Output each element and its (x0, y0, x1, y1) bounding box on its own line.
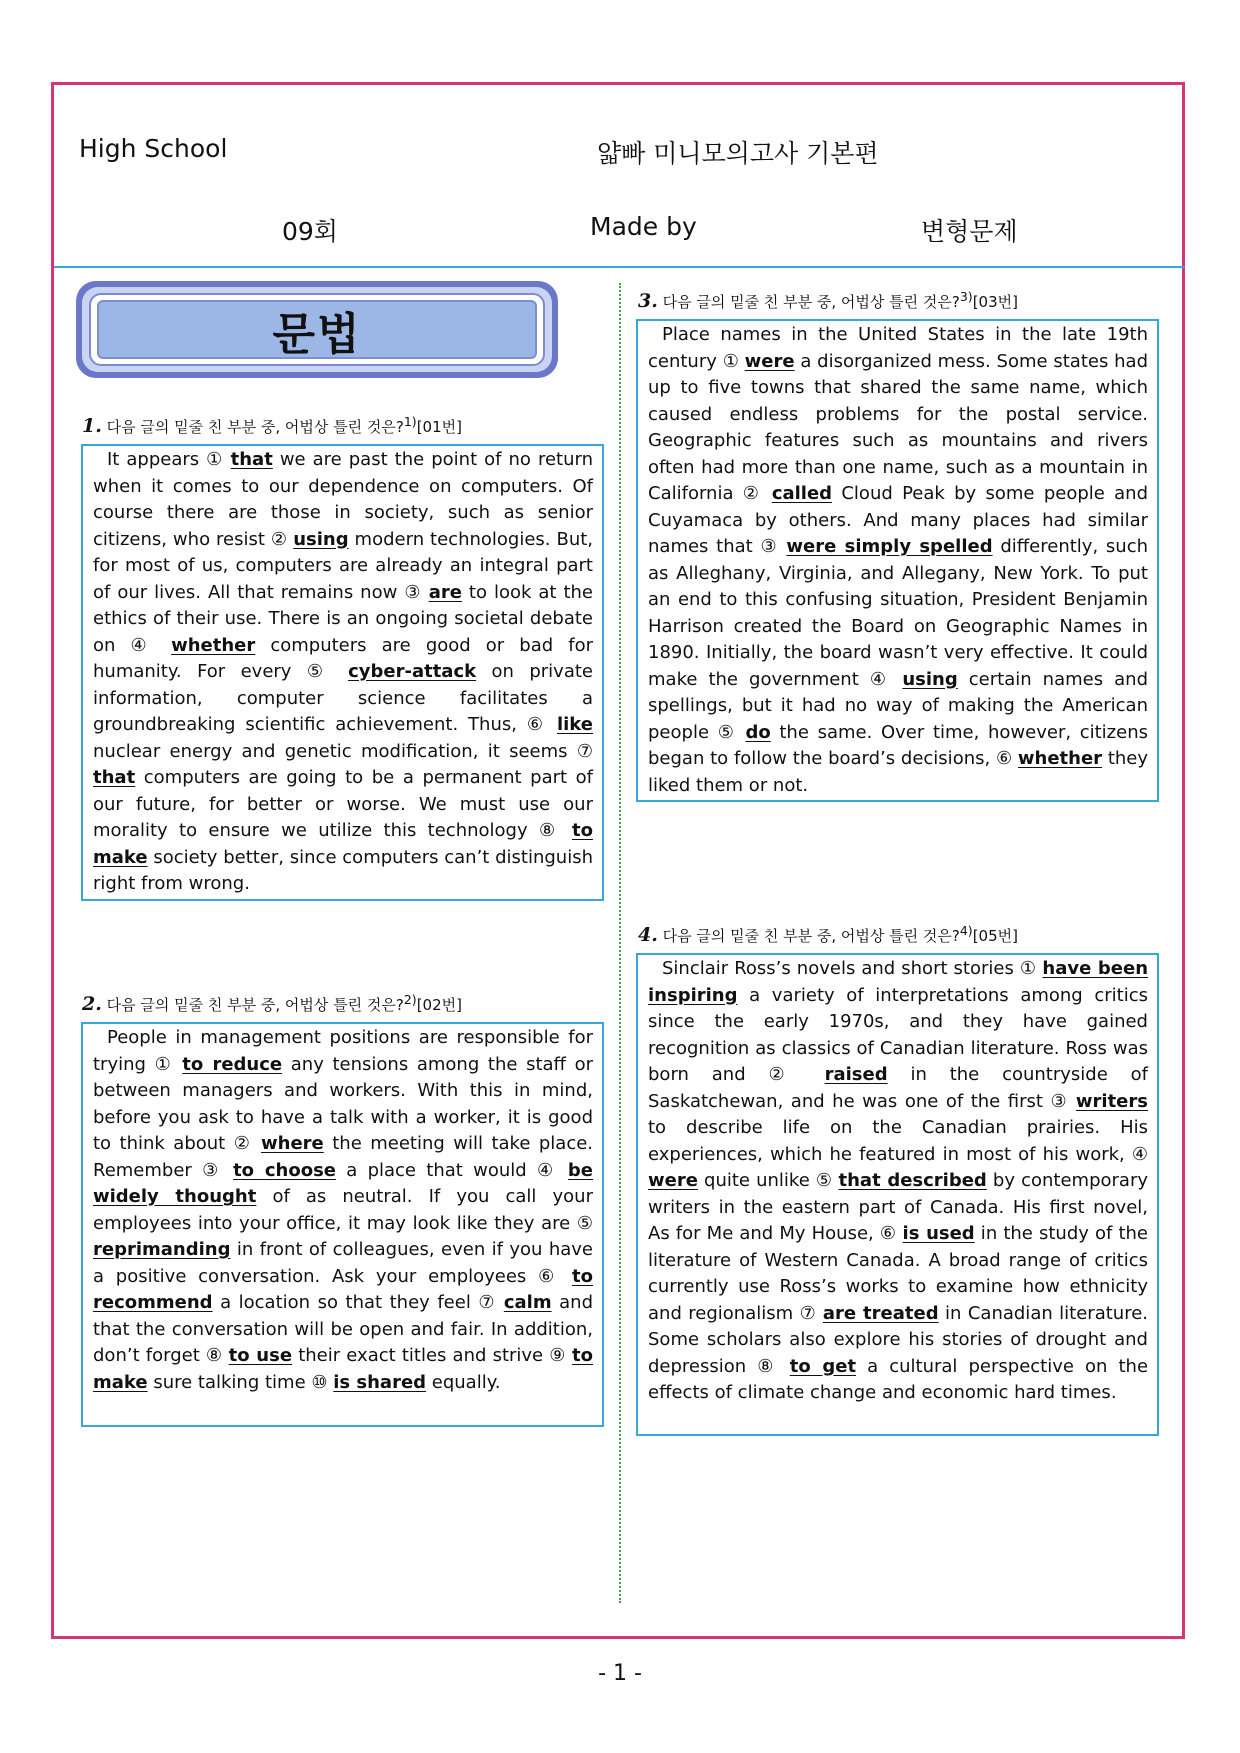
section-badge (76, 281, 558, 378)
passage-text: ② (742, 483, 772, 504)
underlined-choice: are treated (822, 1302, 939, 1324)
question-number: 3. (638, 290, 658, 312)
type-label: 변형문제 (921, 217, 1018, 246)
source-label: [02번] (416, 996, 462, 1014)
page-number: - 1 - (598, 1661, 642, 1686)
underlined-choice: using (293, 528, 349, 550)
passage-text: in front of colleagues, even if you have a positive conversation. Ask your employees (93, 1239, 593, 1287)
footnote-ref: 2) (403, 992, 417, 1007)
passage-text: ⑥ (879, 1223, 903, 1244)
passage-text: to look at the ethics of their use. There is an ongoing societal debate on (93, 581, 594, 656)
passage-text: the meeting will take place. Remember (93, 1133, 594, 1181)
passage-text: by contemporary writers in the eastern part of Canada. His first novel, As for Me and My House, (648, 1170, 1149, 1244)
underlined-choice: is shared (333, 1371, 427, 1393)
underlined-choice: to reduce (182, 1053, 283, 1075)
passage-text: to describe life on the Canadian prairies. His experiences, which he featured in most of his work, (648, 1117, 1148, 1165)
question-1-passage (81, 444, 604, 901)
header-divider (54, 266, 1185, 268)
underlined-choice: calm (503, 1292, 552, 1313)
underlined-choice: that (93, 767, 136, 788)
question-prompt: 다음 글의 밑줄 친 부분 중, 어법상 틀린 것은? (662, 293, 960, 311)
passage-text: ⑧ (205, 1345, 229, 1366)
passage-text: ⑦ (576, 740, 593, 762)
passage-text: any tensions among the staff or between managers and workers. With this in mind, before you ask to have a talk with a worker, it is good to think about (93, 1053, 594, 1154)
passage-text: ⑤ (576, 1212, 593, 1234)
passage-text: ⑥ (538, 1265, 573, 1287)
underlined-choice: that (230, 449, 273, 470)
passage-text: ① (154, 1053, 183, 1075)
question-3-title (638, 289, 1018, 312)
underlined-choice: reprimanding (93, 1239, 231, 1260)
passage-text: a location so that they feel (212, 1292, 479, 1313)
round-label: 09회 (282, 217, 338, 246)
question-4-passage (636, 953, 1159, 1436)
passage-text: they liked them or not. (648, 748, 1149, 796)
series-title: 얇빠 미니모의고사 기본편 (597, 139, 879, 168)
section-title: 문법 (272, 308, 362, 360)
passage-text: ⑤ (717, 721, 746, 743)
underlined-choice: writers (1075, 1090, 1148, 1112)
passage-text: computers are good or bad for humanity. For every (93, 634, 593, 682)
passage-text: modern technologies. But, for most of us, computers are already an integral part of our lives. All that remains now (93, 528, 594, 603)
passage-text: ① (722, 350, 745, 372)
passage-text: ⑦ (478, 1292, 504, 1313)
passage-text: ⑦ (799, 1302, 823, 1324)
source-label: [05번] (972, 927, 1018, 945)
underlined-choice: where (261, 1133, 324, 1154)
passage-text: nuclear energy and genetic modification, it seems (93, 740, 577, 762)
passage-text: and that the conversation will be open and fair. In addition, don’t forget (93, 1292, 593, 1366)
passage-text: ③ (760, 536, 787, 557)
underlined-choice: to choose (233, 1159, 336, 1181)
passage-text: ① (1019, 958, 1043, 979)
passage-text: ④ (130, 634, 172, 656)
underlined-choice: using (902, 668, 958, 690)
passage-text: ① (206, 449, 231, 470)
passage-text: Sinclair Ross’s novels and short stories (662, 958, 1020, 979)
passage-text: ⑨ (549, 1345, 573, 1366)
passage-text: ⑤ (306, 661, 349, 682)
underlined-choice: were (648, 1170, 698, 1191)
question-prompt: 다음 글의 밑줄 친 부분 중, 어법상 틀린 것은? (662, 927, 960, 945)
question-2-passage (81, 1022, 604, 1427)
underlined-choice: called (771, 483, 833, 504)
passage-text: ② (768, 1064, 825, 1085)
source-label: [01번] (416, 418, 462, 436)
underlined-choice: were (744, 350, 795, 372)
footnote-ref: 4) (959, 923, 973, 938)
passage-text: a place that would (336, 1159, 537, 1181)
underlined-choice: to use (228, 1345, 293, 1366)
passage-text: society better, since computers can’t distinguish right from wrong. (93, 846, 593, 894)
passage-text: ③ (1050, 1090, 1076, 1112)
passage-text: sure talking time (147, 1371, 312, 1393)
underlined-choice: were simply spelled (786, 536, 993, 557)
passage-text: ④ (1131, 1143, 1148, 1165)
underlined-choice: like (556, 714, 594, 735)
source-label: [03번] (972, 293, 1018, 311)
passage-text: ③ (202, 1159, 234, 1181)
passage-text: ② (270, 528, 294, 550)
question-prompt: 다음 글의 밑줄 친 부분 중, 어법상 틀린 것은? (106, 996, 404, 1014)
passage-text: Cloud Peak by some people and Cuyamaca by others. And many places had similar names that (648, 483, 1148, 557)
passage-text: People in management positions are responsible for trying (93, 1027, 593, 1075)
question-number: 4. (638, 924, 658, 946)
passage-text: the same. Over time, however, citizens began to follow the board’s decisions, (648, 721, 1148, 769)
underlined-choice: raised (824, 1064, 888, 1085)
made-by-label: Made by (590, 212, 697, 241)
question-1-title (82, 414, 462, 437)
footnote-ref: 1) (403, 414, 417, 429)
passage-text: ⑩ (311, 1371, 334, 1393)
underlined-choice: to recommend (93, 1265, 593, 1313)
passage-text: ③ (404, 581, 429, 603)
underlined-choice: do (745, 721, 771, 743)
passage-text: certain names and spellings, but it had no way of making the American people (648, 668, 1148, 743)
passage-text: ④ (536, 1159, 568, 1181)
passage-text: ⑤ (815, 1170, 839, 1191)
passage-text: of as neutral. If you call your employees into your office, it may look like they are (93, 1186, 593, 1234)
passage-text: ⑥ (995, 748, 1018, 769)
underlined-choice: have been inspiring (648, 958, 1149, 1006)
passage-text: their exact titles and strive (292, 1345, 550, 1366)
question-4-title (638, 923, 1018, 946)
passage-text: differently, such as Alleghany, Virginia, and Allegany, New York. To put an end to this confusing situation, President Benjamin Harrison created the Board on Geographic Names in 1890. Initially, the board wasn’t very effective. It could make the government (648, 536, 1149, 690)
underlined-choice: whether (171, 634, 256, 656)
passage-text: ② (233, 1133, 262, 1154)
underlined-choice: to make (93, 1345, 593, 1393)
passage-text: It appears (107, 449, 207, 470)
passage-text: on private information, computer science facilitates a groundbreaking scientific achievement. Thus, (93, 661, 593, 735)
passage-text: ⑧ (538, 820, 573, 841)
passage-text: in Canadian literature. Some scholars also explore his stories of drought and depression (648, 1302, 1149, 1377)
passage-text: Place names in the United States in the late 19th century (648, 324, 1148, 372)
question-number: 2. (82, 993, 102, 1015)
passage-text: we are past the point of no return when it comes to our dependence on computers. Of course there are those in society, such as senior citizens, who resist (93, 449, 593, 550)
underlined-choice: to get (789, 1355, 857, 1377)
passage-text: ⑥ (526, 714, 557, 735)
question-prompt: 다음 글의 밑줄 친 부분 중, 어법상 틀린 것은? (106, 418, 404, 436)
passage-text: in the countryside of Saskatchewan, and he was one of the first (648, 1064, 1148, 1112)
school-label: High School (79, 134, 228, 163)
passage-text: quite unlike (697, 1170, 816, 1191)
passage-text: ④ (869, 668, 903, 690)
underlined-choice: whether (1017, 748, 1103, 769)
passage-text: equally. (426, 1371, 501, 1393)
column-divider (619, 283, 621, 1603)
underlined-choice: be widely thought (93, 1159, 594, 1207)
underlined-choice: that described (838, 1170, 987, 1191)
passage-text: a disorganized mess. Some states had up to five towns that shared the same name, which caused endless problems for the postal service. Geographic features such as mountains and rivers often had more than one name, such as a mountain in California (648, 350, 1148, 504)
question-2-title (82, 992, 462, 1015)
underlined-choice: cyber-attack (348, 661, 477, 682)
passage-text: a cultural perspective on the effects of climate change and economic hard times. (648, 1355, 1149, 1403)
question-number: 1. (82, 415, 102, 437)
underlined-choice: is used (902, 1223, 975, 1244)
passage-text: ⑧ (757, 1355, 790, 1377)
underlined-choice: are (428, 581, 462, 603)
passage-text: computers are going to be a permanent part of our future, for better or worse. We must use our morality to ensure we utilize this technology (93, 767, 593, 841)
underlined-choice: to make (93, 820, 593, 868)
passage-text: in the study of the literature of Western Canada. A broad range of critics currently use Ross’s works to examine how ethnicity and regionalism (648, 1223, 1149, 1324)
footnote-ref: 3) (959, 289, 973, 304)
passage-text: a variety of interpretations among critics since the early 1970s, and they have gained recognition as classics of Canadian literature. Ross was born and (648, 984, 1148, 1085)
question-3-passage (636, 319, 1159, 802)
